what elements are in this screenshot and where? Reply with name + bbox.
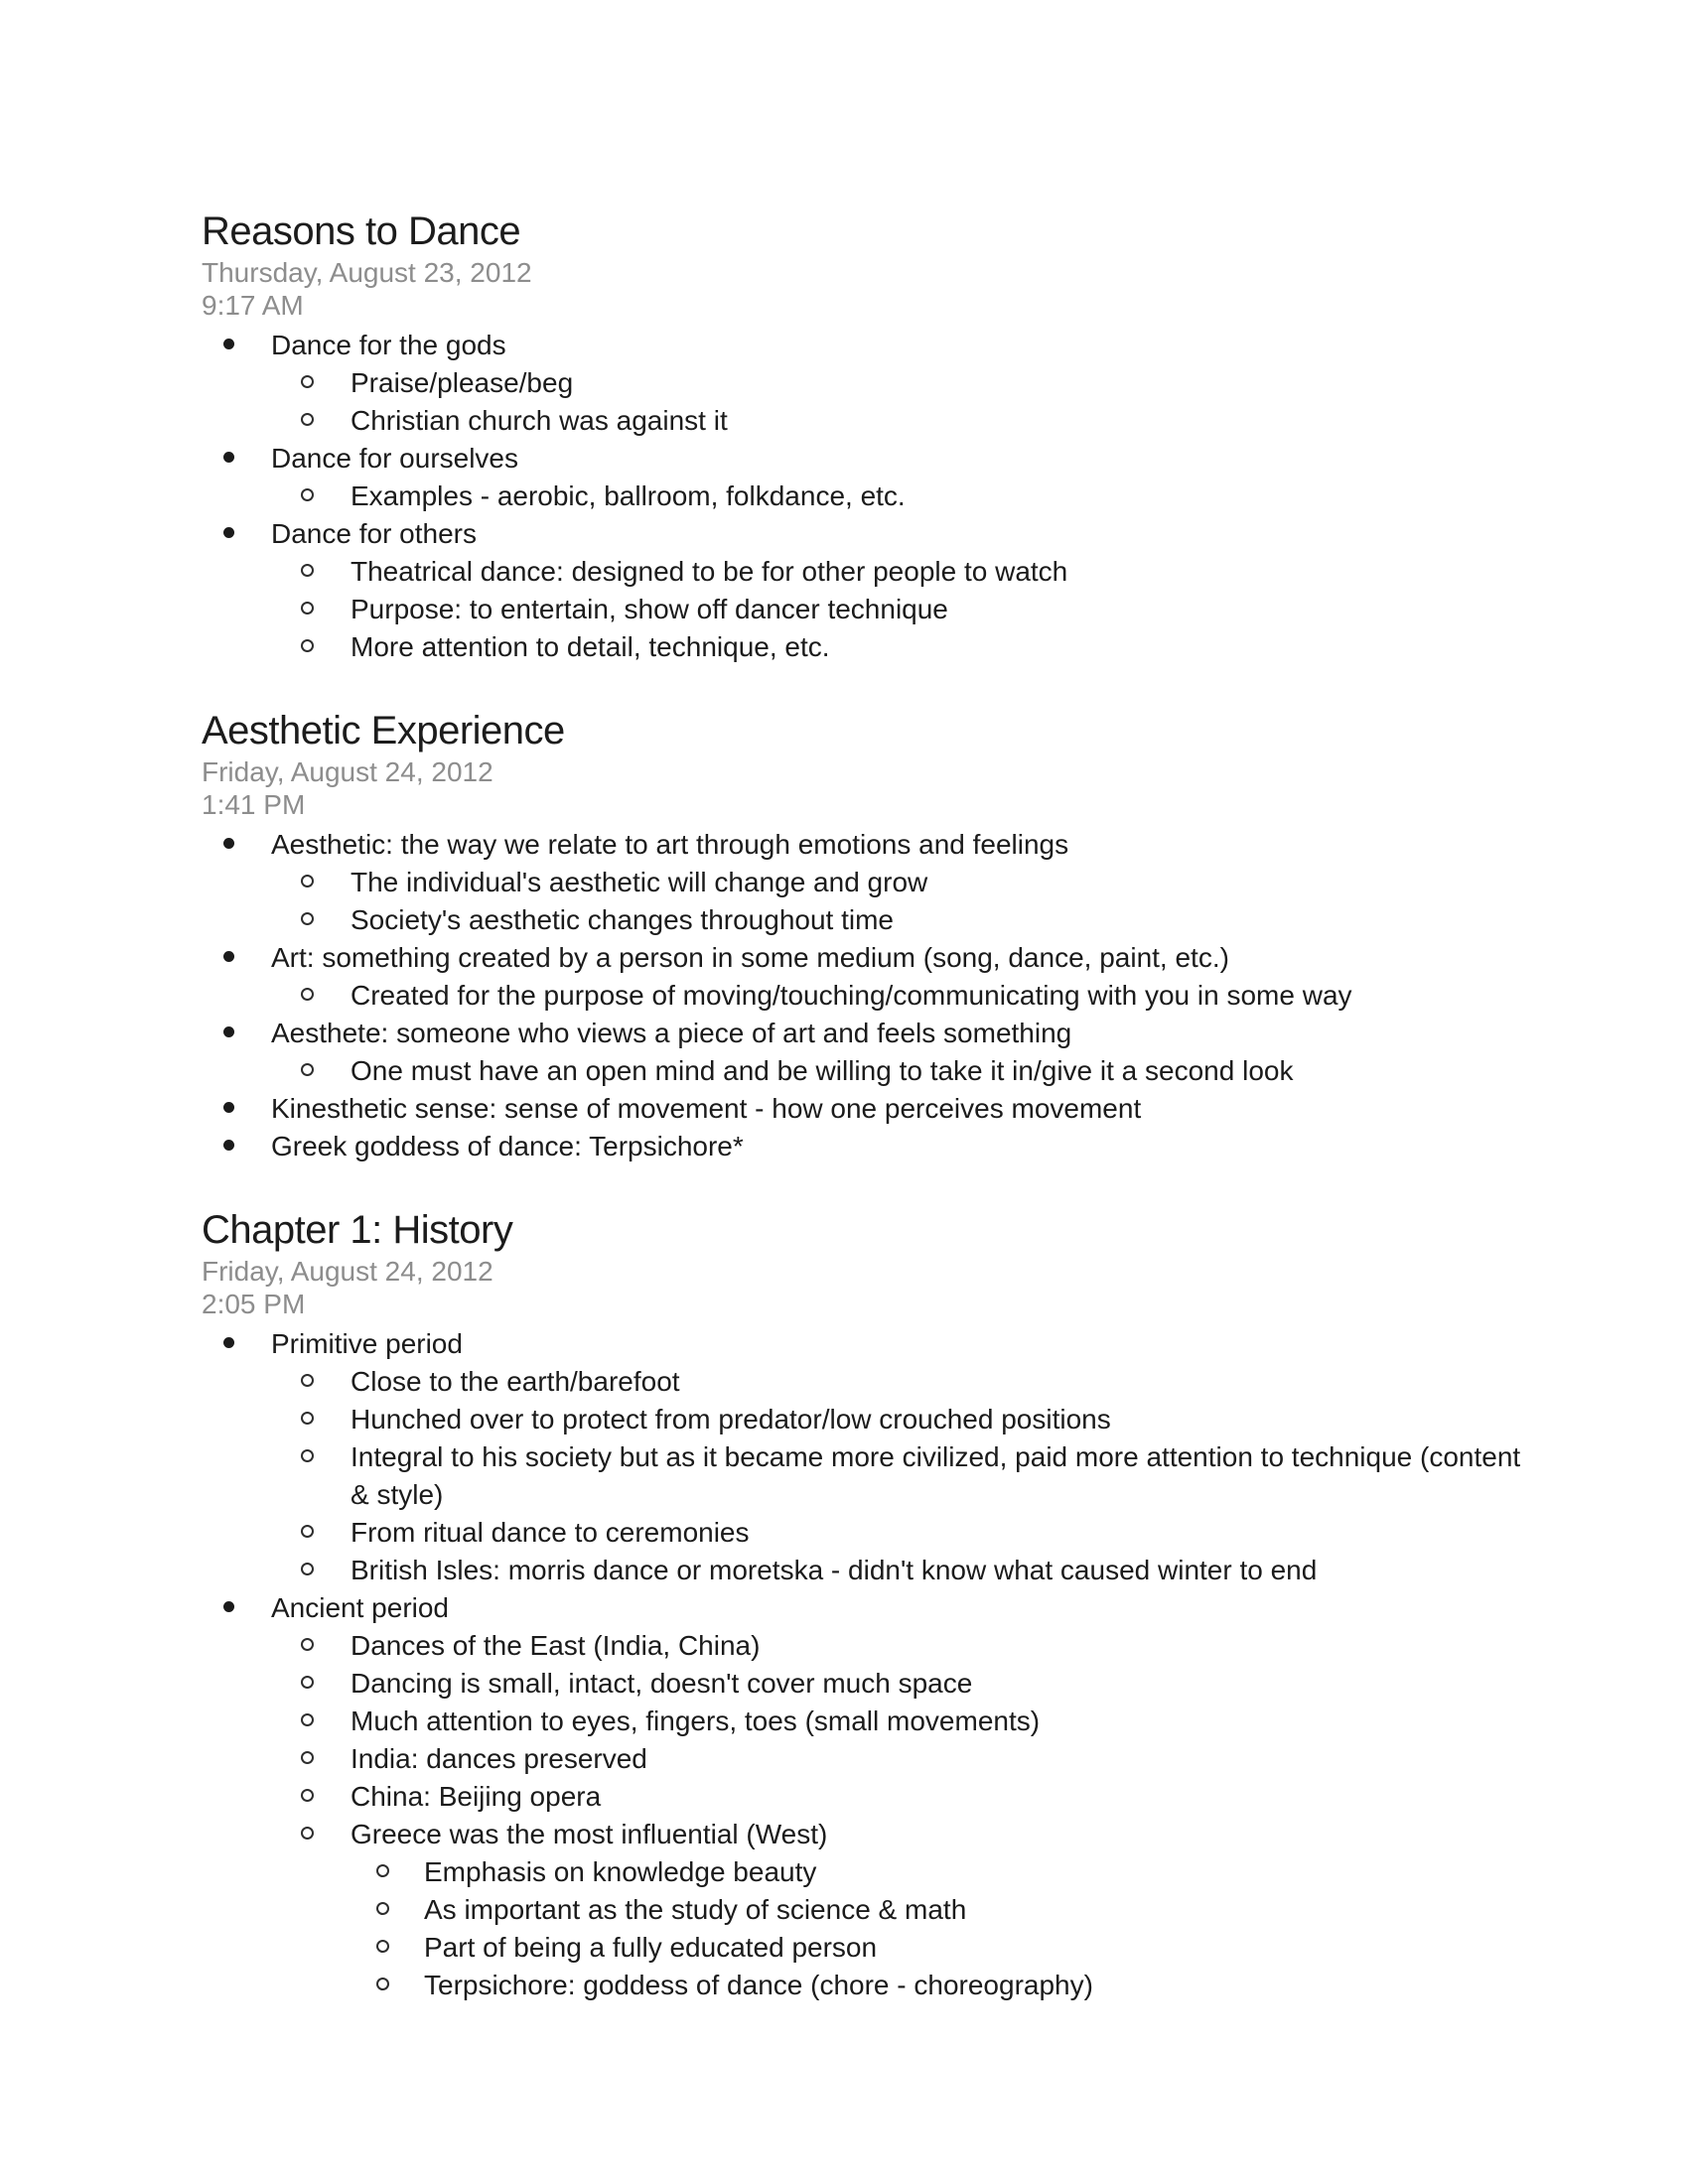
list-item-text: Kinesthetic sense: sense of movement - how one perceives movement	[271, 1093, 1142, 1124]
bullet-hollow-icon	[301, 1638, 314, 1651]
bullet-list	[202, 826, 1529, 1165]
bullet-hollow-icon	[301, 1412, 314, 1425]
bullet-hollow-icon	[301, 988, 314, 1001]
bullet-filled-icon	[223, 452, 234, 463]
list-item	[202, 826, 1529, 864]
bullet-hollow-icon	[301, 1676, 314, 1689]
list-item	[202, 1438, 1529, 1514]
list-item	[202, 1128, 1529, 1165]
bullet-hollow-icon	[301, 564, 314, 577]
section-date: Friday, August 24, 2012	[202, 756, 493, 787]
list-item-text: Examples - aerobic, ballroom, folkdance, etc.	[351, 480, 906, 511]
bullet-hollow-icon	[301, 1713, 314, 1726]
bullet-filled-icon	[223, 1140, 234, 1151]
list-item-text: Dance for ourselves	[271, 443, 519, 474]
list-item	[202, 402, 1529, 440]
bullet-hollow-icon	[301, 1063, 314, 1076]
bullet-hollow-icon	[376, 1940, 389, 1953]
list-item-text: More attention to detail, technique, etc.	[351, 631, 830, 662]
bullet-hollow-icon	[301, 1751, 314, 1764]
list-item	[202, 478, 1529, 515]
note-section	[202, 706, 1529, 1165]
list-item	[202, 939, 1529, 977]
bullet-filled-icon	[223, 1601, 234, 1612]
bullet-list	[202, 1325, 1529, 2004]
list-item	[202, 364, 1529, 402]
list-item	[202, 1015, 1529, 1052]
list-item	[202, 1589, 1529, 1627]
bullet-hollow-icon	[301, 875, 314, 887]
list-item-text: Aesthete: someone who views a piece of art and feels something	[271, 1018, 1072, 1048]
section-time: 2:05 PM	[202, 1289, 306, 1319]
note-section	[202, 206, 1529, 666]
list-item	[202, 1891, 1529, 1929]
note-section	[202, 1205, 1529, 2004]
bullet-hollow-icon	[301, 1525, 314, 1538]
bullet-hollow-icon	[301, 1374, 314, 1387]
list-item	[202, 553, 1529, 591]
list-item-text: Emphasis on knowledge beauty	[424, 1856, 817, 1887]
list-item-text: Purpose: to entertain, show off dancer technique	[351, 594, 948, 624]
section-title: Aesthetic Experience	[202, 709, 565, 752]
list-item-text: India: dances preserved	[351, 1743, 647, 1774]
list-item	[202, 327, 1529, 364]
bullet-hollow-icon	[301, 912, 314, 925]
list-item-text: Dancing is small, intact, doesn't cover much space	[351, 1668, 973, 1699]
bullet-hollow-icon	[376, 1902, 389, 1915]
bullet-hollow-icon	[376, 1864, 389, 1877]
list-item	[202, 1052, 1529, 1090]
list-item-text: Integral to his society but as it became more civilized, paid more attention to technique (content & style)	[351, 1441, 1521, 1510]
list-item-text: Greece was the most influential (West)	[351, 1819, 828, 1849]
list-item-text: Art: something created by a person in some medium (song, dance, paint, etc.)	[271, 942, 1229, 973]
list-item-text: One must have an open mind and be willing to take it in/give it a second look	[351, 1055, 1294, 1086]
list-item	[202, 1627, 1529, 1665]
bullet-hollow-icon	[301, 413, 314, 426]
list-item	[202, 1816, 1529, 1853]
bullet-filled-icon	[223, 339, 234, 349]
list-item	[202, 1967, 1529, 2004]
bullet-filled-icon	[223, 1102, 234, 1113]
list-item-text: Praise/please/beg	[351, 367, 574, 398]
list-item	[202, 440, 1529, 478]
list-item-text: Created for the purpose of moving/touching/communicating with you in some way	[351, 980, 1352, 1011]
list-item	[202, 1929, 1529, 1967]
list-item-text: Close to the earth/barefoot	[351, 1366, 680, 1397]
list-item	[202, 515, 1529, 553]
section-title: Reasons to Dance	[202, 209, 521, 253]
bullet-hollow-icon	[301, 1827, 314, 1840]
list-item	[202, 1778, 1529, 1816]
list-item-text: Society's aesthetic changes throughout time	[351, 904, 894, 935]
list-item-text: Primitive period	[271, 1328, 463, 1359]
list-item	[202, 1401, 1529, 1438]
bullet-hollow-icon	[301, 602, 314, 614]
list-item	[202, 591, 1529, 628]
list-item-text: China: Beijing opera	[351, 1781, 602, 1812]
list-item	[202, 1090, 1529, 1128]
bullet-filled-icon	[223, 1026, 234, 1037]
section-date: Thursday, August 23, 2012	[202, 257, 532, 288]
list-item	[202, 1325, 1529, 1363]
list-item	[202, 1363, 1529, 1401]
list-item	[202, 1853, 1529, 1891]
list-item-text: Dances of the East (India, China)	[351, 1630, 761, 1661]
list-item-text: Hunched over to protect from predator/low crouched positions	[351, 1404, 1111, 1434]
list-item	[202, 1665, 1529, 1703]
list-item-text: As important as the study of science & math	[424, 1894, 967, 1925]
list-item-text: British Isles: morris dance or moretska - didn't know what caused winter to end	[351, 1555, 1318, 1585]
list-item	[202, 1552, 1529, 1589]
list-item-text: Part of being a fully educated person	[424, 1932, 878, 1963]
list-item-text: Dance for others	[271, 518, 477, 549]
bullet-list	[202, 327, 1529, 666]
bullet-hollow-icon	[301, 639, 314, 652]
list-item-text: Ancient period	[271, 1592, 450, 1623]
bullet-filled-icon	[223, 1337, 234, 1348]
bullet-hollow-icon	[376, 1978, 389, 1990]
section-title: Chapter 1: History	[202, 1208, 513, 1252]
section-time: 1:41 PM	[202, 789, 306, 820]
bullet-filled-icon	[223, 951, 234, 962]
list-item-text: Greek goddess of dance: Terpsichore*	[271, 1131, 744, 1161]
list-item-text: Terpsichore: goddess of dance (chore - choreography)	[424, 1970, 1093, 2000]
bullet-hollow-icon	[301, 1449, 314, 1462]
list-item	[202, 901, 1529, 939]
list-item-text: From ritual dance to ceremonies	[351, 1517, 750, 1548]
list-item	[202, 1740, 1529, 1778]
list-item-text: Aesthetic: the way we relate to art through emotions and feelings	[271, 829, 1069, 860]
list-item	[202, 1514, 1529, 1552]
section-date: Friday, August 24, 2012	[202, 1256, 493, 1287]
bullet-hollow-icon	[301, 1789, 314, 1802]
bullet-hollow-icon	[301, 375, 314, 388]
list-item-text: The individual's aesthetic will change and grow	[351, 867, 928, 897]
bullet-hollow-icon	[301, 1563, 314, 1575]
section-time: 9:17 AM	[202, 290, 304, 321]
bullet-filled-icon	[223, 527, 234, 538]
list-item	[202, 864, 1529, 901]
bullet-hollow-icon	[301, 488, 314, 501]
bullet-filled-icon	[223, 838, 234, 849]
list-item-text: Christian church was against it	[351, 405, 728, 436]
list-item-text: Much attention to eyes, fingers, toes (small movements)	[351, 1706, 1041, 1736]
list-item	[202, 977, 1529, 1015]
list-item	[202, 1703, 1529, 1740]
list-item-text: Dance for the gods	[271, 330, 506, 360]
list-item-text: Theatrical dance: designed to be for other people to watch	[351, 556, 1068, 587]
list-item	[202, 628, 1529, 666]
